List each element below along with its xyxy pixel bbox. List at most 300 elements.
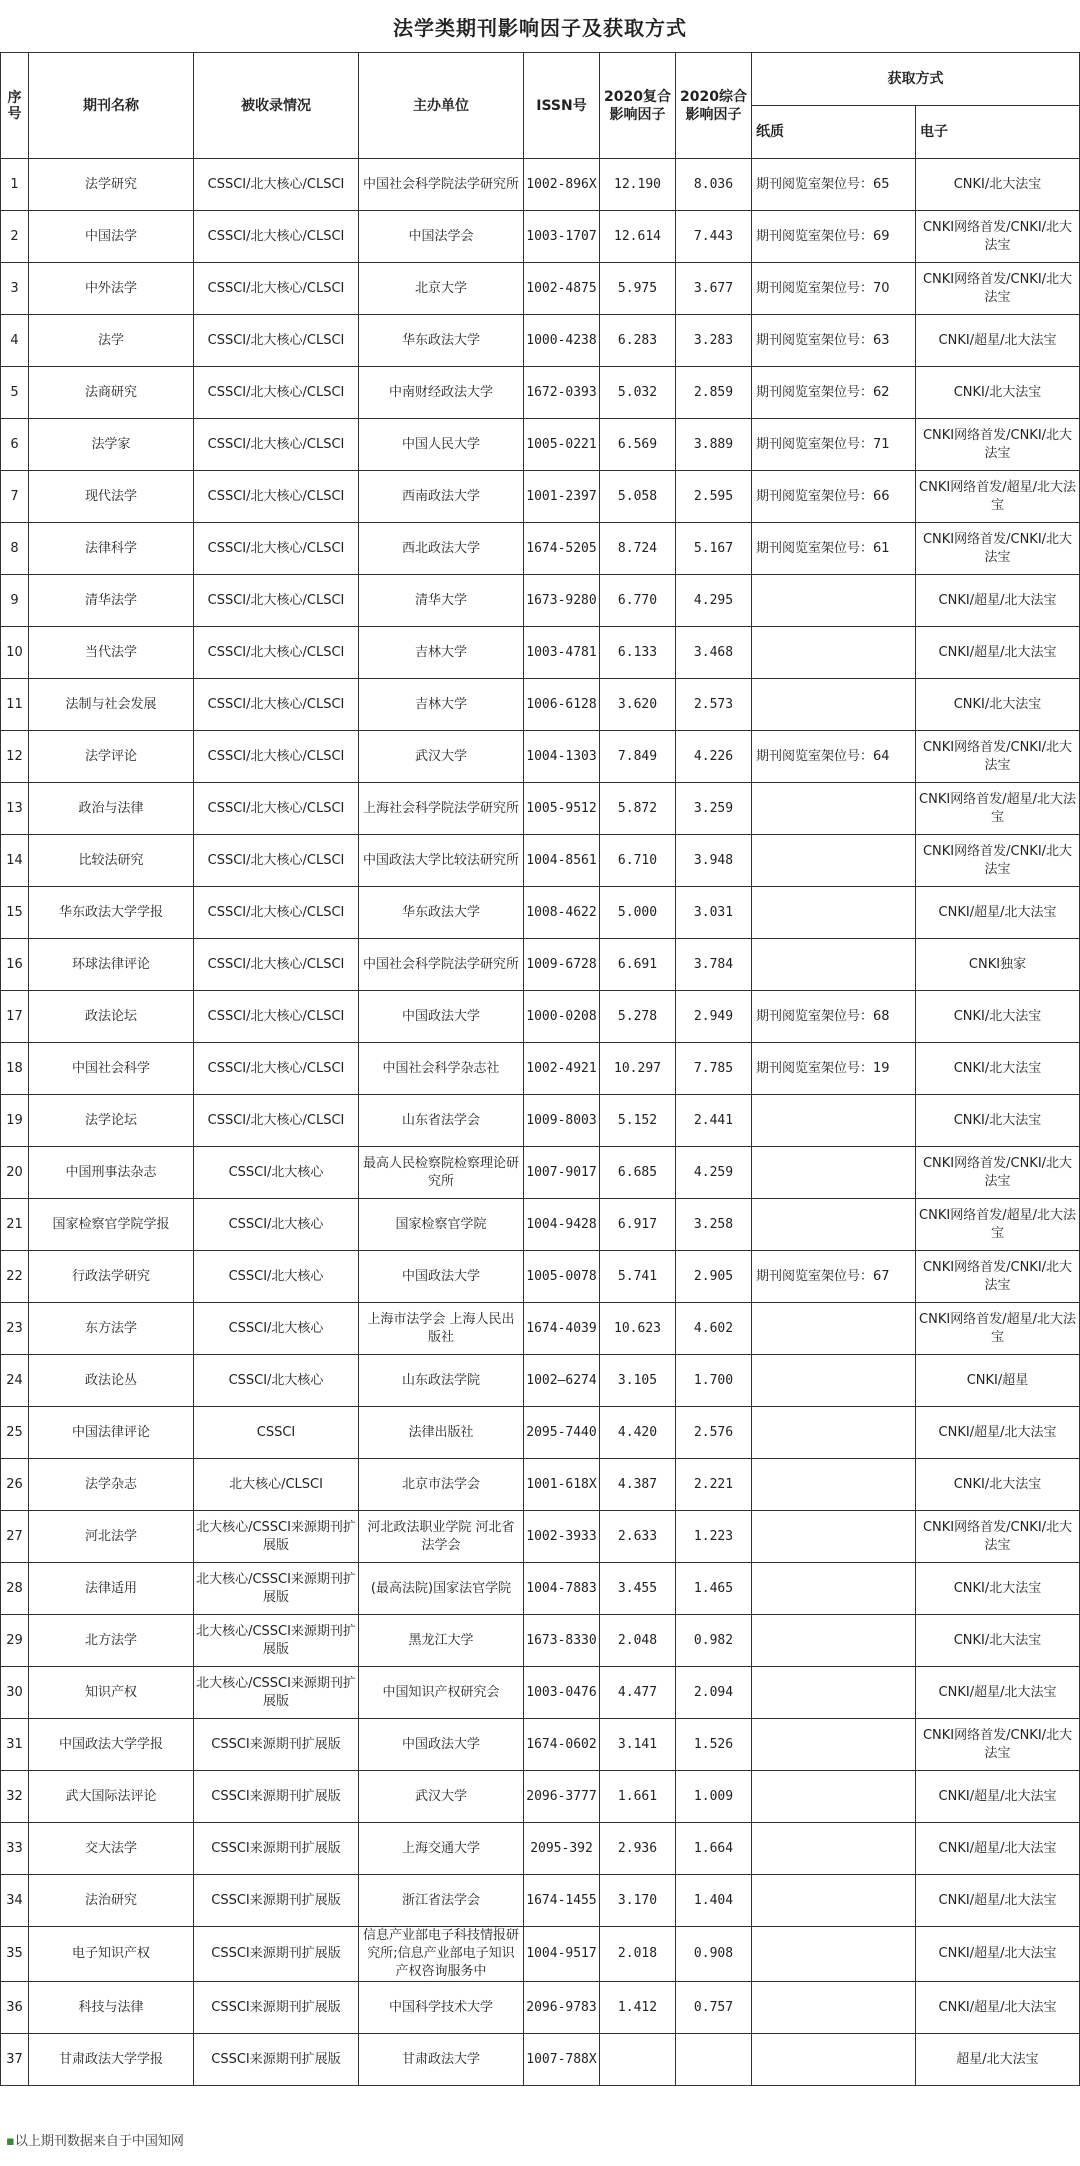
- cell-sponsor: 北京大学: [359, 263, 524, 315]
- table-row: [1, 1719, 1080, 1771]
- cell-journal-name: 法学研究: [29, 159, 194, 211]
- cell-electronic: CNKI/北大法宝: [916, 1615, 1080, 1667]
- cell-sponsor: 西南政法大学: [359, 471, 524, 523]
- table-row: [1, 835, 1080, 887]
- cell-sponsor: 浙江省法学会: [359, 1875, 524, 1927]
- cell-overall-if: 0.757: [676, 1982, 752, 2034]
- cell-journal-name: 科技与法律: [29, 1982, 194, 2034]
- cell-electronic: CNKI/超星/北大法宝: [916, 1407, 1080, 1459]
- cell-sponsor: 中国政法大学比较法研究所: [359, 835, 524, 887]
- cell-issn: 1007-9017: [524, 1147, 600, 1199]
- cell-sponsor: 上海市法学会 上海人民出版社: [359, 1303, 524, 1355]
- cell-electronic: CNKI/北大法宝: [916, 367, 1080, 419]
- cell-indexed: CSSCI来源期刊扩展版: [194, 1982, 359, 2034]
- cell-issn: 1004-1303: [524, 731, 600, 783]
- cell-overall-if: 0.982: [676, 1615, 752, 1667]
- cell-seq: 28: [1, 1563, 29, 1615]
- cell-overall-if: 1.526: [676, 1719, 752, 1771]
- cell-sponsor: 中国社会科学院法学研究所: [359, 159, 524, 211]
- cell-paper: [752, 1823, 916, 1875]
- footnote-text: 以上期刊数据来自于中国知网: [14, 2134, 184, 2149]
- cell-overall-if: 8.036: [676, 159, 752, 211]
- header-access: 获取方式: [752, 53, 1080, 106]
- table-row: [1, 627, 1080, 679]
- cell-seq: 13: [1, 783, 29, 835]
- cell-overall-if: 2.949: [676, 991, 752, 1043]
- cell-composite-if: 4.387: [600, 1459, 676, 1511]
- table-row: [1, 575, 1080, 627]
- cell-composite-if: 6.710: [600, 835, 676, 887]
- cell-overall-if: 2.573: [676, 679, 752, 731]
- cell-composite-if: 7.849: [600, 731, 676, 783]
- cell-electronic: CNKI/超星/北大法宝: [916, 1875, 1080, 1927]
- cell-electronic: CNKI/超星/北大法宝: [916, 575, 1080, 627]
- cell-paper: [752, 1511, 916, 1563]
- table-row: [1, 1823, 1080, 1875]
- cell-seq: 33: [1, 1823, 29, 1875]
- cell-journal-name: 法律科学: [29, 523, 194, 575]
- cell-issn: 2095-7440: [524, 1407, 600, 1459]
- cell-indexed: 北大核心/CSSCI来源期刊扩展版: [194, 1563, 359, 1615]
- cell-sponsor: 北京市法学会: [359, 1459, 524, 1511]
- cell-electronic: CNKI/北大法宝: [916, 1043, 1080, 1095]
- table-row: [1, 1875, 1080, 1927]
- cell-paper: [752, 1199, 916, 1251]
- cell-overall-if: 5.167: [676, 523, 752, 575]
- table-row: [1, 991, 1080, 1043]
- cell-electronic: CNKI/超星/北大法宝: [916, 1982, 1080, 2034]
- cell-journal-name: 法学杂志: [29, 1459, 194, 1511]
- cell-issn: 1001-618X: [524, 1459, 600, 1511]
- cell-issn: 2095-392: [524, 1823, 600, 1875]
- cell-indexed: CSSCI/北大核心/CLSCI: [194, 367, 359, 419]
- cell-overall-if: 4.602: [676, 1303, 752, 1355]
- cell-issn: 1002-3933: [524, 1511, 600, 1563]
- cell-overall-if: 2.441: [676, 1095, 752, 1147]
- cell-composite-if: 5.152: [600, 1095, 676, 1147]
- cell-seq: 18: [1, 1043, 29, 1095]
- cell-paper: [752, 1459, 916, 1511]
- cell-electronic: CNKI网络首发/超星/北大法宝: [916, 783, 1080, 835]
- table-row: [1, 1563, 1080, 1615]
- cell-issn: 1672-0393: [524, 367, 600, 419]
- cell-overall-if: 4.295: [676, 575, 752, 627]
- cell-sponsor: 甘肃政法大学: [359, 2034, 524, 2086]
- cell-paper: [752, 1667, 916, 1719]
- cell-composite-if: 12.190: [600, 159, 676, 211]
- cell-seq: 25: [1, 1407, 29, 1459]
- cell-sponsor: 最高人民检察院检察理论研究所: [359, 1147, 524, 1199]
- table-row: [1, 1251, 1080, 1303]
- cell-overall-if: 1.700: [676, 1355, 752, 1407]
- cell-journal-name: 中国政法大学学报: [29, 1719, 194, 1771]
- cell-composite-if: 2.048: [600, 1615, 676, 1667]
- cell-journal-name: 政治与法律: [29, 783, 194, 835]
- cell-sponsor: 中国政法大学: [359, 1251, 524, 1303]
- cell-composite-if: 2.018: [600, 1927, 676, 1982]
- cell-sponsor: 清华大学: [359, 575, 524, 627]
- cell-journal-name: 北方法学: [29, 1615, 194, 1667]
- cell-seq: 31: [1, 1719, 29, 1771]
- cell-indexed: CSSCI来源期刊扩展版: [194, 1875, 359, 1927]
- cell-issn: 1008-4622: [524, 887, 600, 939]
- cell-composite-if: 3.620: [600, 679, 676, 731]
- table-row: [1, 939, 1080, 991]
- cell-seq: 21: [1, 1199, 29, 1251]
- cell-indexed: 北大核心/CLSCI: [194, 1459, 359, 1511]
- cell-electronic: CNKI/超星/北大法宝: [916, 1771, 1080, 1823]
- cell-electronic: CNKI网络首发/CNKI/北大法宝: [916, 731, 1080, 783]
- cell-journal-name: 法律适用: [29, 1563, 194, 1615]
- cell-overall-if: 2.859: [676, 367, 752, 419]
- cell-electronic: CNKI网络首发/CNKI/北大法宝: [916, 1251, 1080, 1303]
- cell-paper: [752, 783, 916, 835]
- cell-seq: 35: [1, 1927, 29, 1982]
- cell-paper: 期刊阅览室架位号：68: [752, 991, 916, 1043]
- header-name: 期刊名称: [29, 53, 194, 159]
- cell-indexed: CSSCI/北大核心/CLSCI: [194, 991, 359, 1043]
- cell-paper: [752, 627, 916, 679]
- cell-issn: 1673-9280: [524, 575, 600, 627]
- cell-issn: 1004-7883: [524, 1563, 600, 1615]
- cell-sponsor: 吉林大学: [359, 679, 524, 731]
- cell-composite-if: 6.770: [600, 575, 676, 627]
- cell-journal-name: 中外法学: [29, 263, 194, 315]
- header-composite-if: 2020复合影响因子: [600, 53, 676, 159]
- cell-paper: 期刊阅览室架位号：61: [752, 523, 916, 575]
- cell-composite-if: 2.936: [600, 1823, 676, 1875]
- cell-indexed: CSSCI来源期刊扩展版: [194, 2034, 359, 2086]
- cell-electronic: CNKI网络首发/超星/北大法宝: [916, 471, 1080, 523]
- cell-issn: 1674-5205: [524, 523, 600, 575]
- table-row: [1, 159, 1080, 211]
- table-row: [1, 1355, 1080, 1407]
- cell-composite-if: 6.283: [600, 315, 676, 367]
- cell-journal-name: 东方法学: [29, 1303, 194, 1355]
- header-overall-if: 2020综合影响因子: [676, 53, 752, 159]
- cell-paper: 期刊阅览室架位号：65: [752, 159, 916, 211]
- cell-journal-name: 中国社会科学: [29, 1043, 194, 1095]
- cell-journal-name: 行政法学研究: [29, 1251, 194, 1303]
- bullet-icon: ▪: [6, 2134, 15, 2149]
- cell-issn: 2096-9783: [524, 1982, 600, 2034]
- cell-indexed: CSSCI/北大核心: [194, 1147, 359, 1199]
- cell-seq: 6: [1, 419, 29, 471]
- cell-sponsor: 吉林大学: [359, 627, 524, 679]
- cell-issn: 1006-6128: [524, 679, 600, 731]
- cell-sponsor: 中国政法大学: [359, 991, 524, 1043]
- table-row: [1, 1667, 1080, 1719]
- cell-electronic: CNKI/北大法宝: [916, 159, 1080, 211]
- cell-paper: [752, 1407, 916, 1459]
- table-row: [1, 1771, 1080, 1823]
- table-row: [1, 1982, 1080, 2034]
- cell-electronic: CNKI/超星: [916, 1355, 1080, 1407]
- cell-paper: [752, 1771, 916, 1823]
- cell-sponsor: 上海交通大学: [359, 1823, 524, 1875]
- cell-paper: [752, 1875, 916, 1927]
- cell-seq: 22: [1, 1251, 29, 1303]
- cell-journal-name: 法商研究: [29, 367, 194, 419]
- cell-issn: 1003-4781: [524, 627, 600, 679]
- cell-composite-if: 10.297: [600, 1043, 676, 1095]
- cell-paper: [752, 1927, 916, 1982]
- cell-indexed: CSSCI: [194, 1407, 359, 1459]
- table-row: [1, 1147, 1080, 1199]
- cell-overall-if: 3.283: [676, 315, 752, 367]
- cell-journal-name: 比较法研究: [29, 835, 194, 887]
- cell-overall-if: 1.404: [676, 1875, 752, 1927]
- table-row: [1, 1303, 1080, 1355]
- cell-seq: 9: [1, 575, 29, 627]
- table-row: [1, 1615, 1080, 1667]
- cell-electronic: CNKI网络首发/CNKI/北大法宝: [916, 211, 1080, 263]
- cell-indexed: CSSCI/北大核心: [194, 1251, 359, 1303]
- cell-overall-if: 3.948: [676, 835, 752, 887]
- cell-electronic: CNKI网络首发/CNKI/北大法宝: [916, 263, 1080, 315]
- cell-composite-if: 1.661: [600, 1771, 676, 1823]
- table-row: [1, 367, 1080, 419]
- cell-indexed: CSSCI来源期刊扩展版: [194, 1823, 359, 1875]
- cell-paper: [752, 2034, 916, 2086]
- cell-overall-if: 3.677: [676, 263, 752, 315]
- cell-composite-if: 6.917: [600, 1199, 676, 1251]
- cell-sponsor: 武汉大学: [359, 731, 524, 783]
- cell-composite-if: 3.141: [600, 1719, 676, 1771]
- cell-sponsor: 中国政法大学: [359, 1719, 524, 1771]
- table-row: [1, 471, 1080, 523]
- cell-journal-name: 清华法学: [29, 575, 194, 627]
- cell-seq: 30: [1, 1667, 29, 1719]
- cell-indexed: CSSCI/北大核心/CLSCI: [194, 1095, 359, 1147]
- cell-sponsor: 山东省法学会: [359, 1095, 524, 1147]
- table-body: [1, 159, 1080, 2086]
- cell-seq: 19: [1, 1095, 29, 1147]
- cell-paper: [752, 1303, 916, 1355]
- cell-electronic: CNKI网络首发/CNKI/北大法宝: [916, 1719, 1080, 1771]
- cell-electronic: CNKI独家: [916, 939, 1080, 991]
- cell-indexed: CSSCI/北大核心: [194, 1199, 359, 1251]
- table-row: [1, 1199, 1080, 1251]
- cell-paper: [752, 1355, 916, 1407]
- cell-issn: 1005-0221: [524, 419, 600, 471]
- cell-overall-if: 1.465: [676, 1563, 752, 1615]
- cell-issn: 1673-8330: [524, 1615, 600, 1667]
- cell-overall-if: 3.468: [676, 627, 752, 679]
- cell-composite-if: 8.724: [600, 523, 676, 575]
- table-row: [1, 731, 1080, 783]
- cell-composite-if: 3.170: [600, 1875, 676, 1927]
- cell-composite-if: 5.058: [600, 471, 676, 523]
- cell-electronic: CNKI网络首发/CNKI/北大法宝: [916, 523, 1080, 575]
- cell-seq: 4: [1, 315, 29, 367]
- header-indexed: 被收录情况: [194, 53, 359, 159]
- table-row: [1, 887, 1080, 939]
- cell-paper: [752, 835, 916, 887]
- cell-sponsor: 中国科学技术大学: [359, 1982, 524, 2034]
- cell-journal-name: 中国刑事法杂志: [29, 1147, 194, 1199]
- cell-composite-if: 5.032: [600, 367, 676, 419]
- cell-sponsor: 上海社会科学院法学研究所: [359, 783, 524, 835]
- table-row: [1, 1511, 1080, 1563]
- cell-paper: [752, 679, 916, 731]
- cell-journal-name: 国家检察官学院学报: [29, 1199, 194, 1251]
- cell-indexed: CSSCI/北大核心: [194, 1355, 359, 1407]
- cell-paper: 期刊阅览室架位号：69: [752, 211, 916, 263]
- cell-overall-if: 4.226: [676, 731, 752, 783]
- cell-issn: 1009-6728: [524, 939, 600, 991]
- cell-seq: 2: [1, 211, 29, 263]
- journal-table: [0, 52, 1080, 2086]
- cell-journal-name: 电子知识产权: [29, 1927, 194, 1982]
- cell-composite-if: 10.623: [600, 1303, 676, 1355]
- cell-composite-if: 5.975: [600, 263, 676, 315]
- cell-indexed: CSSCI/北大核心/CLSCI: [194, 783, 359, 835]
- cell-paper: 期刊阅览室架位号：67: [752, 1251, 916, 1303]
- cell-issn: 1674-1455: [524, 1875, 600, 1927]
- cell-electronic: CNKI/北大法宝: [916, 679, 1080, 731]
- table-row: [1, 263, 1080, 315]
- cell-composite-if: 5.741: [600, 1251, 676, 1303]
- cell-overall-if: 2.094: [676, 1667, 752, 1719]
- cell-overall-if: 1.009: [676, 1771, 752, 1823]
- cell-seq: 26: [1, 1459, 29, 1511]
- cell-indexed: CSSCI/北大核心/CLSCI: [194, 419, 359, 471]
- cell-electronic: CNKI/北大法宝: [916, 1095, 1080, 1147]
- cell-paper: [752, 887, 916, 939]
- cell-paper: [752, 575, 916, 627]
- cell-sponsor: 国家检察官学院: [359, 1199, 524, 1251]
- cell-seq: 20: [1, 1147, 29, 1199]
- cell-overall-if: 7.785: [676, 1043, 752, 1095]
- cell-paper: 期刊阅览室架位号：19: [752, 1043, 916, 1095]
- cell-seq: 23: [1, 1303, 29, 1355]
- cell-paper: 期刊阅览室架位号：64: [752, 731, 916, 783]
- cell-seq: 5: [1, 367, 29, 419]
- cell-seq: 29: [1, 1615, 29, 1667]
- cell-journal-name: 知识产权: [29, 1667, 194, 1719]
- cell-indexed: CSSCI来源期刊扩展版: [194, 1927, 359, 1982]
- cell-paper: [752, 1095, 916, 1147]
- cell-seq: 37: [1, 2034, 29, 2086]
- cell-sponsor: 武汉大学: [359, 1771, 524, 1823]
- cell-composite-if: 5.278: [600, 991, 676, 1043]
- cell-overall-if: 2.221: [676, 1459, 752, 1511]
- cell-electronic: CNKI网络首发/CNKI/北大法宝: [916, 1147, 1080, 1199]
- cell-issn: 1000-0208: [524, 991, 600, 1043]
- cell-electronic: CNKI/超星/北大法宝: [916, 1823, 1080, 1875]
- header-issn: ISSN号: [524, 53, 600, 159]
- table-row: [1, 419, 1080, 471]
- cell-paper: 期刊阅览室架位号：66: [752, 471, 916, 523]
- cell-overall-if: 0.908: [676, 1927, 752, 1982]
- cell-indexed: CSSCI/北大核心/CLSCI: [194, 887, 359, 939]
- cell-indexed: CSSCI/北大核心/CLSCI: [194, 1043, 359, 1095]
- table-row: [1, 315, 1080, 367]
- cell-indexed: CSSCI来源期刊扩展版: [194, 1771, 359, 1823]
- cell-sponsor: 中南财经政法大学: [359, 367, 524, 419]
- cell-composite-if: 5.872: [600, 783, 676, 835]
- cell-composite-if: 4.477: [600, 1667, 676, 1719]
- cell-electronic: CNKI/超星/北大法宝: [916, 315, 1080, 367]
- table-row: [1, 523, 1080, 575]
- cell-composite-if: 1.412: [600, 1982, 676, 2034]
- cell-overall-if: 2.576: [676, 1407, 752, 1459]
- cell-journal-name: 法学论坛: [29, 1095, 194, 1147]
- cell-electronic: CNKI/北大法宝: [916, 1459, 1080, 1511]
- cell-overall-if: 1.664: [676, 1823, 752, 1875]
- cell-composite-if: 6.569: [600, 419, 676, 471]
- table-row: [1, 1927, 1080, 1982]
- cell-issn: 1000-4238: [524, 315, 600, 367]
- cell-journal-name: 中国法律评论: [29, 1407, 194, 1459]
- cell-seq: 14: [1, 835, 29, 887]
- cell-indexed: CSSCI/北大核心/CLSCI: [194, 159, 359, 211]
- cell-overall-if: 7.443: [676, 211, 752, 263]
- cell-seq: 3: [1, 263, 29, 315]
- cell-journal-name: 现代法学: [29, 471, 194, 523]
- cell-electronic: 超星/北大法宝: [916, 2034, 1080, 2086]
- cell-sponsor: 中国法学会: [359, 211, 524, 263]
- cell-issn: 1004-9428: [524, 1199, 600, 1251]
- cell-seq: 27: [1, 1511, 29, 1563]
- cell-overall-if: 3.259: [676, 783, 752, 835]
- cell-seq: 10: [1, 627, 29, 679]
- cell-issn: 1009-8003: [524, 1095, 600, 1147]
- cell-overall-if: 4.259: [676, 1147, 752, 1199]
- table-row: [1, 1095, 1080, 1147]
- cell-indexed: CSSCI/北大核心/CLSCI: [194, 471, 359, 523]
- cell-journal-name: 武大国际法评论: [29, 1771, 194, 1823]
- cell-indexed: CSSCI来源期刊扩展版: [194, 1719, 359, 1771]
- cell-electronic: CNKI网络首发/CNKI/北大法宝: [916, 835, 1080, 887]
- table-row: [1, 211, 1080, 263]
- cell-overall-if: 3.258: [676, 1199, 752, 1251]
- cell-sponsor: 信息产业部电子科技情报研究所;信息产业部电子知识产权咨询服务中: [359, 1927, 524, 1982]
- cell-journal-name: 政法论丛: [29, 1355, 194, 1407]
- cell-journal-name: 法学: [29, 315, 194, 367]
- cell-composite-if: 5.000: [600, 887, 676, 939]
- cell-sponsor: 中国社会科学杂志社: [359, 1043, 524, 1095]
- cell-overall-if: 3.031: [676, 887, 752, 939]
- header-sponsor: 主办单位: [359, 53, 524, 159]
- cell-journal-name: 甘肃政法大学学报: [29, 2034, 194, 2086]
- cell-paper: 期刊阅览室架位号：70: [752, 263, 916, 315]
- cell-electronic: CNKI网络首发/超星/北大法宝: [916, 1199, 1080, 1251]
- cell-sponsor: 中国人民大学: [359, 419, 524, 471]
- cell-composite-if: [600, 2034, 676, 2086]
- cell-overall-if: [676, 2034, 752, 2086]
- table-row: [1, 1459, 1080, 1511]
- cell-sponsor: 黑龙江大学: [359, 1615, 524, 1667]
- cell-electronic: CNKI网络首发/超星/北大法宝: [916, 1303, 1080, 1355]
- header-electronic: 电子: [916, 106, 1080, 159]
- cell-overall-if: 3.784: [676, 939, 752, 991]
- cell-issn: 1007-788X: [524, 2034, 600, 2086]
- cell-paper: 期刊阅览室架位号：63: [752, 315, 916, 367]
- cell-composite-if: 6.691: [600, 939, 676, 991]
- cell-indexed: CSSCI/北大核心/CLSCI: [194, 315, 359, 367]
- cell-journal-name: 法学家: [29, 419, 194, 471]
- cell-indexed: 北大核心/CSSCI来源期刊扩展版: [194, 1615, 359, 1667]
- cell-issn: 2096-3777: [524, 1771, 600, 1823]
- table-row: [1, 783, 1080, 835]
- cell-sponsor: 法律出版社: [359, 1407, 524, 1459]
- cell-composite-if: 2.633: [600, 1511, 676, 1563]
- cell-seq: 16: [1, 939, 29, 991]
- cell-electronic: CNKI网络首发/CNKI/北大法宝: [916, 1511, 1080, 1563]
- cell-indexed: CSSCI/北大核心/CLSCI: [194, 627, 359, 679]
